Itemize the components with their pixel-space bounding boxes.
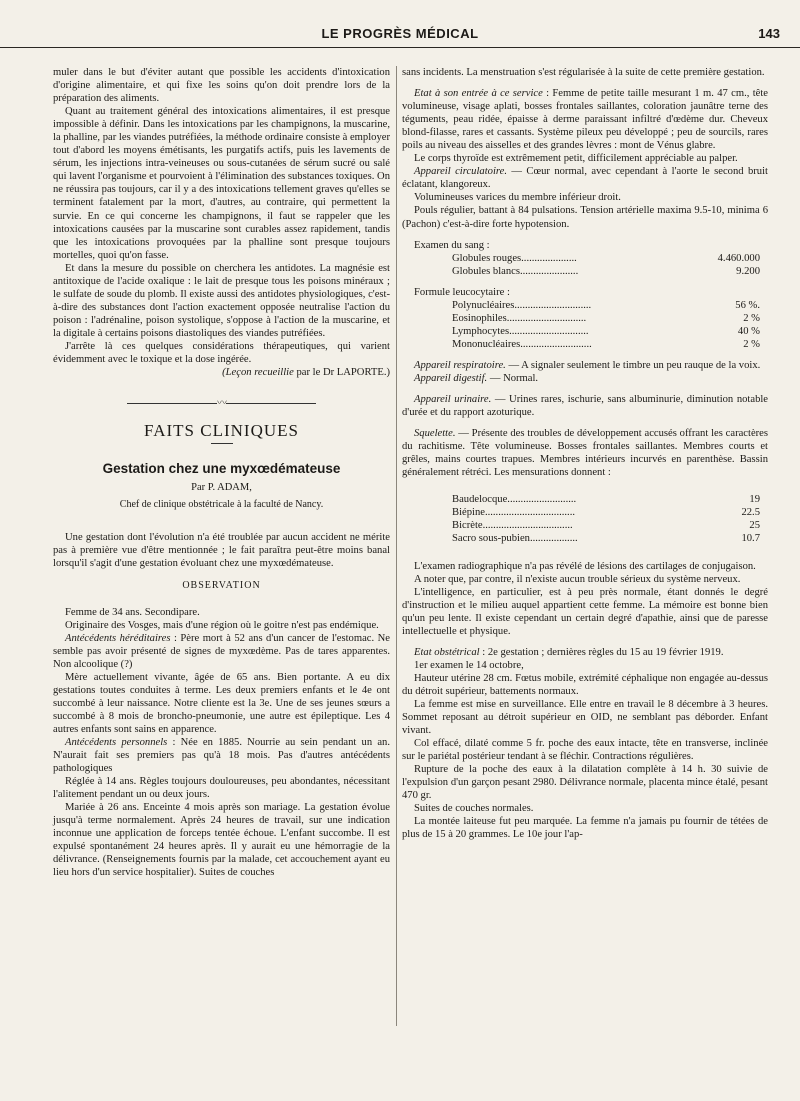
section-title: FAITS CLINIQUES xyxy=(144,421,299,441)
paragraph: Col effacé, dilaté comme 5 fr. poche des eaux intacte, tête en transverse, inclinée sur le pariétal postérieur tendant à se fléchir. Contractions régulières. xyxy=(402,738,768,763)
paragraph: L'examen radiographique n'a pas révélé de lésions des cartilages de conjugaison. xyxy=(414,560,756,572)
paragraph: Appareil urinaire. — Urines rares, ischurie, sans albuminurie, diminution notable d'urée et du rapport azoturique. xyxy=(402,394,769,419)
short-rule xyxy=(211,443,233,444)
ornament-divider: 〰 xyxy=(53,397,390,410)
paragraph: Squelette. — Présente des troubles de développement accusés offrant les caractères du rachitisme. Tête volumineuse. Bosses frontales saillantes. Membres courts et grêles, mains courtes trapues. Membres intérieurs incurvés en parenthèse. Bassin généralement rétréci. Les mensurations donnent : xyxy=(402,428,768,479)
paragraph: Appareil circulatoire. — Cœur normal, avec cependant à l'aorte le second bruit éclatant, klangoreux. xyxy=(402,166,768,191)
table-row: Eosinophiles.............................. 2 % xyxy=(452,312,760,324)
table-row: Baudelocque.......................... 19 xyxy=(452,494,760,506)
paragraph: Volumineuses varices du membre inférieur droit. xyxy=(414,192,621,204)
measurements-table xyxy=(402,493,768,545)
paragraph: muler dans le but d'éviter autant que possible les accidents d'intoxication d'origine alimentaire, et qui fixe les soins qu'on doit prendre lors de la préparation des aliments. xyxy=(53,67,390,105)
leucocyte-table xyxy=(402,299,768,351)
column-divider xyxy=(396,66,397,1026)
paragraph: sans incidents. La menstruation s'est régularisée à la suite de cette première gestation. xyxy=(402,67,765,78)
paragraph: Quant au traitement général des intoxications alimentaires, il est presque impossible à définir. Dans les intoxications par les champignons, la muscarine, la phalline, par les viandes putréfiées, la méthode ordinaire consiste à employer tout d'abord les moyens émétisants, les purgatifs actifs, puis les lavements de sérum, les injections intra-veineuses ou sous-cutanées de sérum sucré ou salé qui lavent l'organisme et pourvoient à l'élimination des substances toxiques. On ne réussira pas toujours, car il y a des intoxications tellement graves qu'elles se terminent fatalement par la mort, d'autres, au contraire, qui permettent la survie. En ce qui concerne les champignons, il faut se rappeler que les intoxications causées par la muscarine sont curables assez rapidement, tandis que les intoxications provoquées par la phalline sont presque toujours mortelles, quoi qu'on fasse. xyxy=(53,106,390,261)
paragraph: Appareil respiratoire. — A signaler seulement le timbre un peu rauque de la voix. xyxy=(414,359,761,371)
right-column xyxy=(402,66,768,841)
lecture-signature: (Leçon recueillie par le Dr LAPORTE.) xyxy=(222,367,390,379)
table-row: Globules rouges..................... 4.460.000 xyxy=(452,252,760,264)
running-header xyxy=(0,22,800,48)
leucocyte-heading: Formule leucocytaire : xyxy=(414,286,510,298)
table-row: Globules blancs...................... 9.200 xyxy=(452,265,760,277)
paragraph: Mère actuellement vivante, âgée de 65 ans. Bien portante. A eu dix gestations toutes conduites à terme. Les deux premiers enfants et le 4e ont succombé à leur naissance. Notre cliente est la 3e. Une de ses jeunes sœurs a succombé à 8 mois de broncho-pneumonie, une autre est épileptique. Les 4 autres enfants sont sains en apparence. xyxy=(53,671,390,735)
paragraph: La montée laiteuse fut peu marquée. La femme n'a jamais pu fournir de tétées de plus de 15 à 20 grammes. Le 10e jour l'ap- xyxy=(402,816,768,841)
paragraph: A noter que, par contre, il n'existe aucun trouble sérieux du système nerveux. xyxy=(414,573,741,585)
paragraph: L'intelligence, en particulier, est à peu près normale, étant donnés le degré d'instruction et le milieu auquel appartient cette femme. La mémoire est bonne bien qu'un peu lente. Il existe cependant un certain degré d'apathie, ainsi que de paresse intellectuelle et physique. xyxy=(402,586,768,637)
paragraph: Antécédents héréditaires : Père mort à 52 ans d'un cancer de l'estomac. Ne semble pas avoir présenté de signes de myxœdème. Pas de tares apparentes. Non alcoolique (?) xyxy=(53,632,390,670)
paragraph: Réglée à 14 ans. Règles toujours douloureuses, peu abondantes, nécessitant l'alitement pendant un ou deux jours. xyxy=(53,776,390,801)
observation-heading: OBSERVATION xyxy=(182,579,261,591)
paragraph: Antécédents personnels : Née en 1885. Nourrie au sein pendant un an. N'aurait fait ses premiers pas qu'à 18 mois. Pas d'autres antécédents pathologiques xyxy=(53,737,390,775)
paragraph: Femme de 34 ans. Secondipare. xyxy=(65,606,200,618)
author: Par P. ADAM, xyxy=(191,482,252,494)
paragraph: Originaire des Vosges, mais d'une région où le goitre n'est pas endémique. xyxy=(65,619,379,631)
paragraph: Pouls régulier, battant à 84 pulsations. Tension artérielle maxima 9.5-10, minima 6 (Pachon) c'est-à-dire forte hypotension. xyxy=(402,205,768,230)
blood-table xyxy=(402,252,768,278)
paragraph: Appareil digestif. — Normal. xyxy=(414,372,539,384)
table-row: Sacro sous-pubien.................. 10.7 xyxy=(452,533,760,545)
blood-exam-heading: Examen du sang : xyxy=(414,239,490,251)
intro-paragraph: Une gestation dont l'évolution n'a été troublée par aucun accident ne mérite pas à première vue d'être mentionnée ; le fait paraîtra peut-être moins banal lorsqu'il s'agit d'une gestation évoluant chez une myxœdémateuse. xyxy=(53,532,390,570)
table-row: Biépine.................................. 22.5 xyxy=(452,507,760,519)
paragraph: 1er examen le 14 octobre, xyxy=(414,659,524,671)
table-row: Lymphocytes.............................. 40 % xyxy=(452,325,760,337)
paragraph: Le corps thyroïde est extrêmement petit, difficilement appréciable au palper. xyxy=(414,153,738,165)
article-title: Gestation chez une myxœdémateuse xyxy=(102,461,341,477)
table-row: Polynucléaires............................. 56 %. xyxy=(452,299,760,311)
left-column xyxy=(53,66,390,880)
table-row: Mononucléaires........................... 2 % xyxy=(452,338,760,350)
paragraph: Rupture de la poche des eaux à la dilatation complète à 14 h. 30 suivie de l'expulsion d'un garçon pesant 2980. Délivrance normale, placenta mince étalé, pesant 470 gr. xyxy=(402,764,768,802)
journal-title: LE PROGRÈS MÉDICAL xyxy=(321,26,479,41)
page-number: 143 xyxy=(758,26,780,41)
paragraph: La femme est mise en surveillance. Elle entre en travail le 8 décembre à 3 heures. Sommet reposant au détroit supérieur en OID, ne semblant pas déborder. Enfant vivant. xyxy=(402,698,768,737)
paragraph: Hauteur utérine 28 cm. Fœtus mobile, extrémité céphalique non engagée au-dessus du détroit supérieur, battements normaux. xyxy=(402,672,768,697)
paragraph: Etat obstétrical : 2e gestation ; dernières règles du 15 au 19 février 1919. xyxy=(414,646,724,658)
paragraph: J'arrête là ces quelques considérations thérapeutiques, qui varient évidemment avec le toxique et la dose ingérée. xyxy=(53,340,390,366)
paragraph: Et dans la mesure du possible on cherchera les antidotes. La magnésie est antitoxique de l'acide oxalique : le lait de presque tous les poisons minéraux ; le sulfate de soude du plomb. Il existe aussi des antidotes physiologiques, c'est-à-dire des substances dont l'action exactement opposée neutralise l'action du poison : l'adrénaline, poison systolique, s'oppose à l'action de la muscarine, et la digitale à certains poisons diastoliques des viandes putréfiées. xyxy=(53,262,390,339)
author-affiliation: Chef de clinique obstétricale à la faculté de Nancy. xyxy=(119,499,324,511)
table-row: Bicrète.................................. 25 xyxy=(452,520,760,532)
paragraph: Mariée à 26 ans. Enceinte 4 mois après son mariage. La gestation évolue jusqu'à terme normalement. Après 24 heures de travail, sur une indication inconnue une application de forceps tentée échoue. L'enfant succombe. Il est expulsé spontanément 24 heures après. Il y aurait eu une hémorragie de la délivrance. (Renseignements fournis par la malade, cet accouchement ayant eu lieu hors d'un service hospitalier). Suites de couches xyxy=(53,802,390,879)
paragraph: Etat à son entrée à ce service : Femme de petite taille mesurant 1 m. 47 cm., tête volumineuse, visage aplati, bosses frontales saillantes, coloration jaunâtre terne des téguments, peau ridée, épaisse à derme paraissant infiltré d'œdème dur. Cheveux blond-filasse, rares et cassants. Système pileux peu développé ; peu de sourcils, rares poils au niveau des aisselles et des grandes lèvres : mont de Vénus glabre. xyxy=(402,88,768,152)
paragraph: Suites de couches normales. xyxy=(414,803,534,815)
